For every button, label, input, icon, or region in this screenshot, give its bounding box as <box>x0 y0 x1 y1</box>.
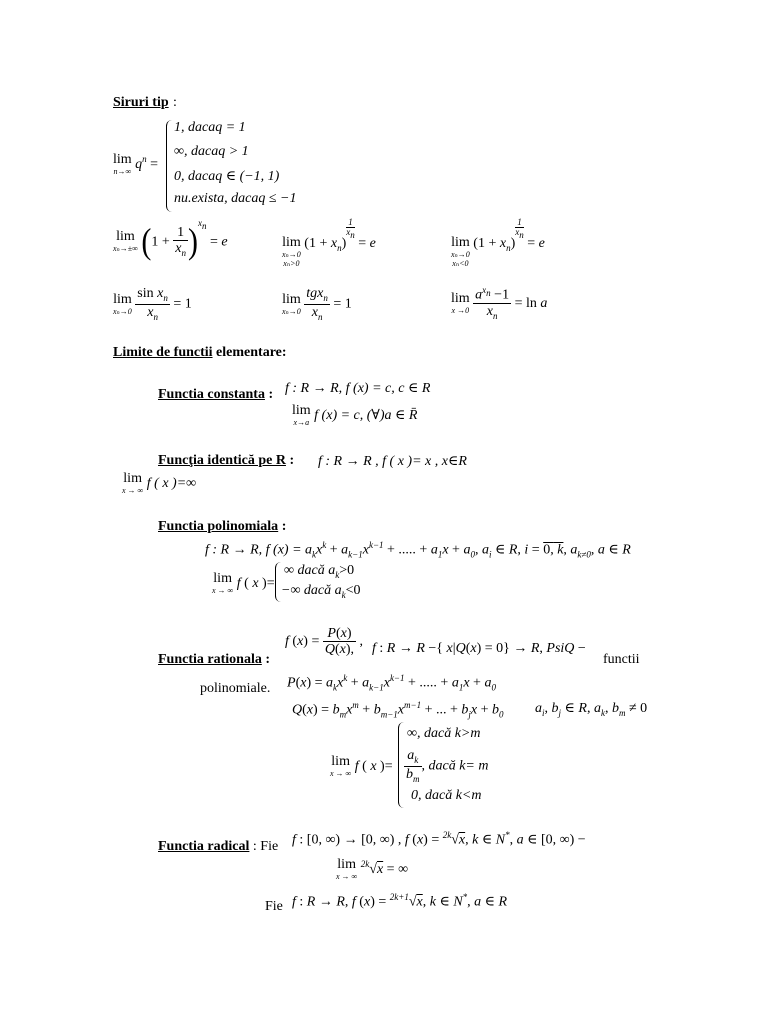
rat-word-functii: functii <box>603 652 640 667</box>
lim-q-power-n: lim n→∞ $q^n$ = <box>113 152 159 176</box>
section-constanta-title: Functia constanta : <box>158 387 274 402</box>
poly-case-1: ∞ dacă $a_k>0$ <box>284 563 355 580</box>
q-case-2: ∞, dacaq > 1 <box>174 144 249 159</box>
cases-brace <box>166 120 173 212</box>
lim-sin-xn: lim xₙ→0 $\frac{\sin x_n}{x_n}$ = 1 <box>113 286 192 322</box>
section-rationala-title: Functia rationala : <box>158 652 271 667</box>
rat-word-polinomiale: polinomiale. <box>200 681 271 696</box>
rat-fraction: f (x) = $\frac{P(x)}{Q(x),}$ , <box>285 626 364 658</box>
lim-1-plus-xn-pos: lim xₙ→0 xₙ>0 $(1 + x_n)$ $\frac{1}{x_n}$ = e <box>282 217 376 269</box>
q-case-1: 1, dacaq = 1 <box>174 120 246 135</box>
const-def: f : R → R, f (x) = c, c ∈ R <box>285 381 431 396</box>
poly-case-2: −∞ dacă $a_k<0$ <box>281 583 361 600</box>
ident-lim: lim x → ∞ f ( x )=∞ <box>122 471 197 495</box>
ident-def: f : R → R , f ( x )= x , x∈R <box>318 454 467 469</box>
lim-1-plus-1-over-xn: lim xₙ→±∞ (1 + $\frac{1}{x_n}$ )$^{x_n}$ = e <box>113 217 228 262</box>
section-radical-title: Functia radical : Fie <box>158 839 279 854</box>
rat-case-3: 0, dacă k<m <box>411 788 482 803</box>
const-lim: lim x→a f (x) = c, (∀)a ∈ R̄ <box>292 403 418 427</box>
section-siruri-suffix: : <box>173 95 177 110</box>
section-limite-title: Limite de functii elementare: <box>113 345 287 360</box>
rat-case-2: $\frac{a_k}{b_m}$ , dacă k= m <box>406 748 489 784</box>
q-case-3: 0, dacaq ∈ (−1, 1) <box>174 169 280 184</box>
rad-def-odd: f : R → R, f (x) = $^{2k+1}$√x, k ∈ N*, a ∈ R <box>292 892 508 910</box>
rat-coeffs: $a_i$, $b_j$ ∈ R, $a_k$, $b_m \ne 0$ <box>535 701 648 718</box>
rat-def: f : R → R −{ x|Q(x) = 0} → R, PsiQ − <box>372 641 586 656</box>
rat-lim: lim x → ∞ f ( x )= <box>330 754 393 778</box>
section-polinomiala-title: Functia polinomiala : <box>158 519 287 534</box>
poly-def: f : R → R, f $(x) = a_kx^k + a_{k-1}x^{k-1}$ + ..... + $a_1x + a_0$, $a_i$ ∈ R, i = 0, k, $a_{k\ne 0}$, a ∈ R <box>205 540 631 560</box>
lim-tg-xn: lim xₙ→0 $\frac{tgx_n}{x_n}$ = 1 <box>282 286 352 322</box>
rad-lim: lim x → ∞ $^{2k}$√x = ∞ <box>336 857 409 881</box>
lim-1-plus-xn-neg: lim xₙ→0 xₙ<0 $(1 + x_n)$ $\frac{1}{x_n}$ = e <box>451 217 545 269</box>
rat-Q: $Q(x) = b_mx^m + b_{m-1}x^{m-1}$ + ... + $b_jx + b_0$ <box>292 700 504 720</box>
rat-case-1: ∞, dacă k>m <box>407 726 481 741</box>
section-siruri-title: Siruri tip <box>113 95 169 110</box>
poly-lim: lim x → ∞ f ( x )= <box>212 571 275 595</box>
section-identica-title: Funcţia identică pe R : <box>158 453 295 468</box>
rad-def-even: f : [0, ∞) → [0, ∞) , f (x) = $^{2k}$√x, k ∈ N*, a ∈ [0, ∞) − <box>292 830 586 848</box>
lim-a-power-x: lim x →0 $\frac{a^{x_n} -1}{x_n}$ = ln a <box>451 285 548 321</box>
q-case-4: nu.exista, dacaq ≤ −1 <box>174 191 297 206</box>
rat-P: $P(x) = a_kx^k + a_{k-1}x^{k-1}$ + ..... + $a_1x + a_0$ <box>287 673 496 693</box>
rad-fie2: Fie <box>265 899 283 914</box>
